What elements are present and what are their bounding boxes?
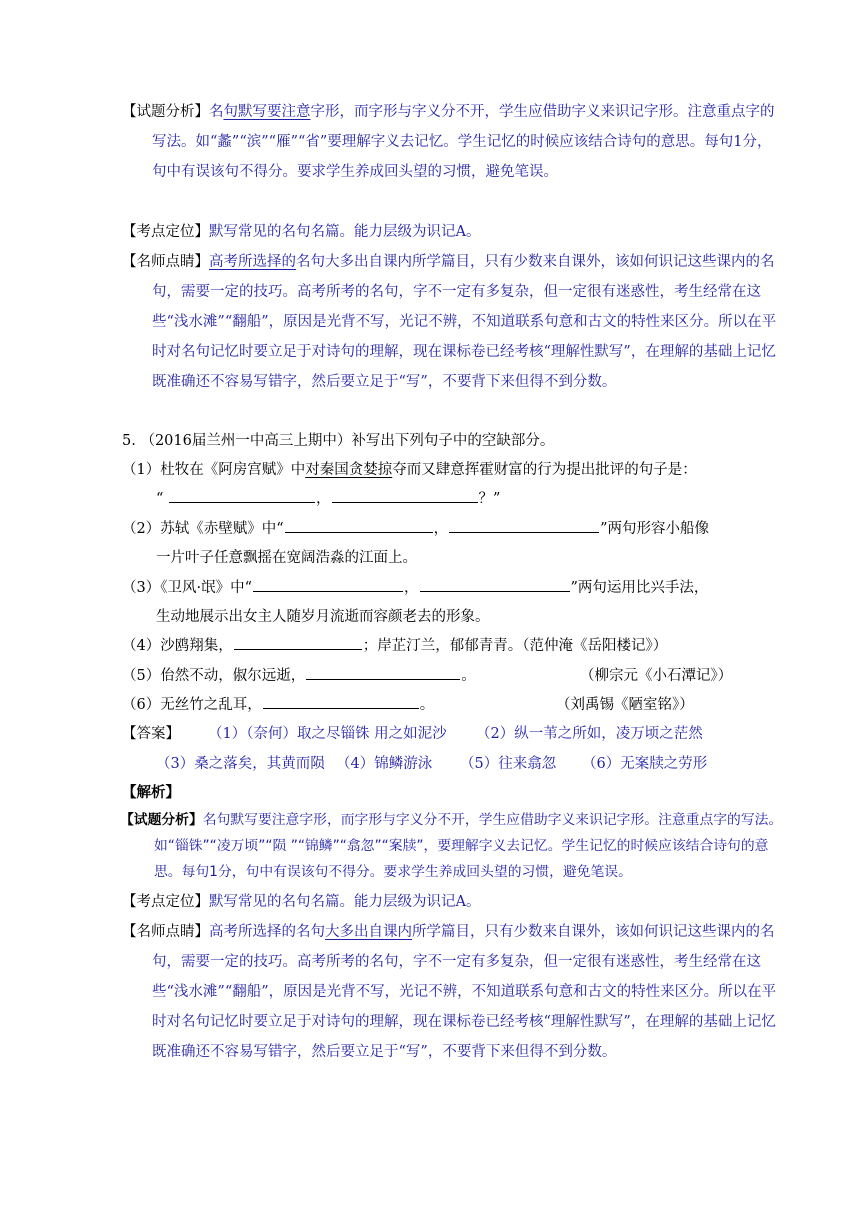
analysis-underlined: 句默写要注意 xyxy=(223,104,311,120)
blank-2b xyxy=(449,515,599,533)
teacher-tag: 【名师点睛】 xyxy=(122,254,209,270)
answer-5: （5）往来翕忽 xyxy=(460,756,557,772)
analysis-paragraph-1 xyxy=(122,97,782,187)
teacher-paragraph-2: 【名师点睛】高考所选择的名句大多出自课内所学篇目，只有少数来自课外，该如何识记这些课内的名句，需要一定的技巧。高考所考的名句，字不一定有多复杂，但一定很有迷惑性，考生经常在这些“浅水滩”“翻船”，原因是光背不写，光记不辨，不知道联系句意和古文的特性来区分。所以在平时对名句记忆时要立足于对诗句的理解，现在课标卷已经考核“理解性默写”，在理解的基础上记忆既准确还不容易写错字，然后要立足于“写”，不要背下来但得不到分数。 xyxy=(122,924,777,1060)
q1-underlined: 对秦国贪婪掠 xyxy=(305,462,393,478)
analysis-tag: 【试题分析】 xyxy=(122,104,209,120)
analysis-paragraph-2 xyxy=(120,807,790,885)
question-item-3-line2: 生动地展示出女主人随岁月流逝而容颜老去的形象。 xyxy=(156,609,490,625)
explain-tag: 【解析】 xyxy=(122,784,180,801)
blank-1a xyxy=(169,485,315,503)
analysis-text-2: 名句默写要注意字形，而字形与字义分不开，学生应借助字义来识记字形。注意重点字的写法。如“锱铢”“凌万顷”“陨 ”“锦鳞”“翕忽”“案牍”，要理解字义去记忆。学生记忆的时候应该结合诗句的意思。每句1分，句中有误该句不得分。要求学生养成回头望的习惯，避免笔误。 xyxy=(154,812,783,880)
answer-1: （1）（奈何）取之尽锱铢 用之如泥沙 xyxy=(208,726,447,742)
analysis-tag-2: 【试题分析】 xyxy=(120,812,203,828)
locate-paragraph-2 xyxy=(122,887,782,917)
blank-6 xyxy=(263,691,419,709)
answer-6: （6）无案牍之劳形 xyxy=(582,756,708,772)
question-item-5: （5）佁然不动，俶尔远逝， 。 xyxy=(122,661,476,691)
teacher-text: 名句大多出自课内所学篇目，只有少数来自课外，该如何识记这些课内的名句，需要一定的技巧。高考所考的名句，字不一定有多复杂，但一定很有迷惑性，考生经常在这些“浅水滩”“翻船”，原因是光背不写，光记不辨，不知道联系句意和古文的特性来区分。所以在平时对名句记忆时要立足于对诗句的理解，现在课标卷已经考核“理解性默写”，在理解的基础上记忆既准确还不容易写错字，然后要立足于“写”，不要背下来但得不到分数。 xyxy=(152,254,777,390)
question-item-3: （3）《卫风·氓》中“ ， ”两句运用比兴手法， xyxy=(122,573,708,603)
question-item-6-source: （刘禹锡《陋室铭》） xyxy=(556,697,694,713)
blank-1b xyxy=(332,485,478,503)
blank-3b xyxy=(420,574,570,592)
question-item-4: （4）沙鸥翔集， ；岸芷汀兰，郁郁青青。（范仲淹《岳阳楼记》） xyxy=(122,631,667,661)
blank-5 xyxy=(306,662,460,680)
teacher-paragraph-1 xyxy=(122,247,782,397)
analysis-text: 字形，而字形与字义分不开，学生应借助字义来识记字形。注意重点字的写法。如“蠡”“滨”“雁”“省”要理解字义去记忆。学生记忆的时候应该结合诗句的意思。每句1分，句中有误该句不得分。要求学生养成回头望的习惯，避免笔误。 xyxy=(152,104,775,180)
question-item-6: （6）无丝竹之乱耳， 。 xyxy=(122,690,434,720)
locate-paragraph-1 xyxy=(122,217,782,247)
blank-4 xyxy=(234,632,362,650)
teacher-text-2: 所学篇目，只有少数来自课外，该如何识记这些课内的名句，需要一定的技巧。高考所考的名句，字不一定有多复杂，但一定很有迷惑性，考生经常在这些“浅水滩”“翻船”，原因是光背不写，光记不辨，不知道联系句意和古文的特性来区分。所以在平时对名句记忆时要立足于对诗句的理解，现在课标卷已经考核“理解性默写”，在理解的基础上记忆既准确还不容易写错字，然后要立足于“写”，不要背下来但得不到分数。 xyxy=(152,924,777,1060)
analysis-text-start: 名 xyxy=(209,104,224,120)
answer-4: （4）锦鳞游泳 xyxy=(336,756,433,772)
teacher-tag-2: 【名师点睛】 xyxy=(122,924,209,940)
question-stem: 5. （2016届兰州一中高三上期中）补写出下列句子中的空缺部分。 xyxy=(122,433,555,449)
teacher-underlined-2: 大多出自课内 xyxy=(325,924,412,940)
question-item-5-source: （柳宗元《小石潭记》） xyxy=(580,668,733,684)
blank-3a xyxy=(253,574,403,592)
locate-text-2: 默写常见的名句名篇。能力层级为识记A。 xyxy=(209,894,481,910)
locate-tag: 【考点定位】 xyxy=(122,224,209,240)
question-item-1: （1）杜牧在《阿房宫赋》中对秦国贪婪掠夺而又肆意挥霍财富的行为提出批评的句子是： xyxy=(122,462,697,478)
answer-tag: 【答案】 xyxy=(122,726,180,742)
question-item-1-line2: “ ， ？” xyxy=(156,484,500,514)
answer-3: （3）桑之落矣，其黄而陨 xyxy=(156,756,325,772)
locate-text: 默写常见的名句名篇。能力层级为识记A。 xyxy=(209,224,481,240)
question-item-2-line2: 一片叶子任意飘摇在宽阔浩淼的江面上。 xyxy=(156,550,417,566)
teacher-underlined: 高考所选择的 xyxy=(209,254,296,270)
blank-2a xyxy=(285,515,433,533)
question-item-2: （2）苏轼《赤壁赋》中“ ， ”两句形容小船像 xyxy=(122,514,709,544)
answer-2: （2）纵一苇之所如，凌万顷之茫然 xyxy=(476,726,703,742)
locate-tag-2: 【考点定位】 xyxy=(122,894,209,910)
